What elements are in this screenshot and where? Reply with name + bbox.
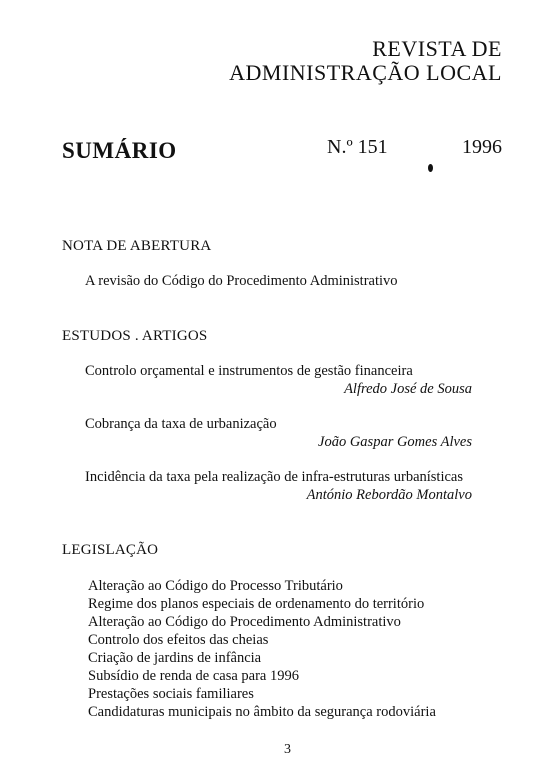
legislation-item: Prestações sociais familiares [88,686,254,702]
ink-speck [428,164,433,172]
toc-entry-title: Incidência da taxa pela realização de infra-estruturas urbanísticas [85,469,464,485]
toc-entry-author: Alfredo José de Sousa [344,381,472,397]
toc-entry-title: Cobrança da taxa de urbanização [85,416,277,432]
page-title: SUMÁRIO [62,138,177,163]
legislation-item: Criação de jardins de infância [88,650,262,666]
issue-number: N.º 151 [327,136,388,158]
toc-entry-title: A revisão do Código do Procedimento Administrativo [85,273,398,289]
toc-entry-title: Controlo orçamental e instrumentos de gestão financeira [85,363,413,379]
legislation-item: Candidaturas municipais no âmbito da segurança rodoviária [88,704,436,720]
issue-year: 1996 [462,136,502,158]
toc-entry-author: João Gaspar Gomes Alves [318,434,472,450]
legislation-item: Alteração ao Código do Procedimento Administrativo [88,614,401,630]
journal-title-line1: REVISTA DE [372,36,502,61]
section-heading: LEGISLAÇÃO [62,542,159,558]
legislation-item: Subsídio de renda de casa para 1996 [88,668,299,684]
section-heading: ESTUDOS . ARTIGOS [62,328,208,344]
legislation-item: Regime dos planos especiais de ordenamento do território [88,596,425,612]
journal-title-line2: ADMINISTRAÇÃO LOCAL [229,60,502,85]
toc-entry-author: António Rebordão Montalvo [306,487,472,503]
section-heading: NOTA DE ABERTURA [62,238,212,254]
page-number: 3 [284,742,291,757]
legislation-item: Alteração ao Código do Processo Tributário [88,578,343,594]
legislation-item: Controlo dos efeitos das cheias [88,632,269,648]
